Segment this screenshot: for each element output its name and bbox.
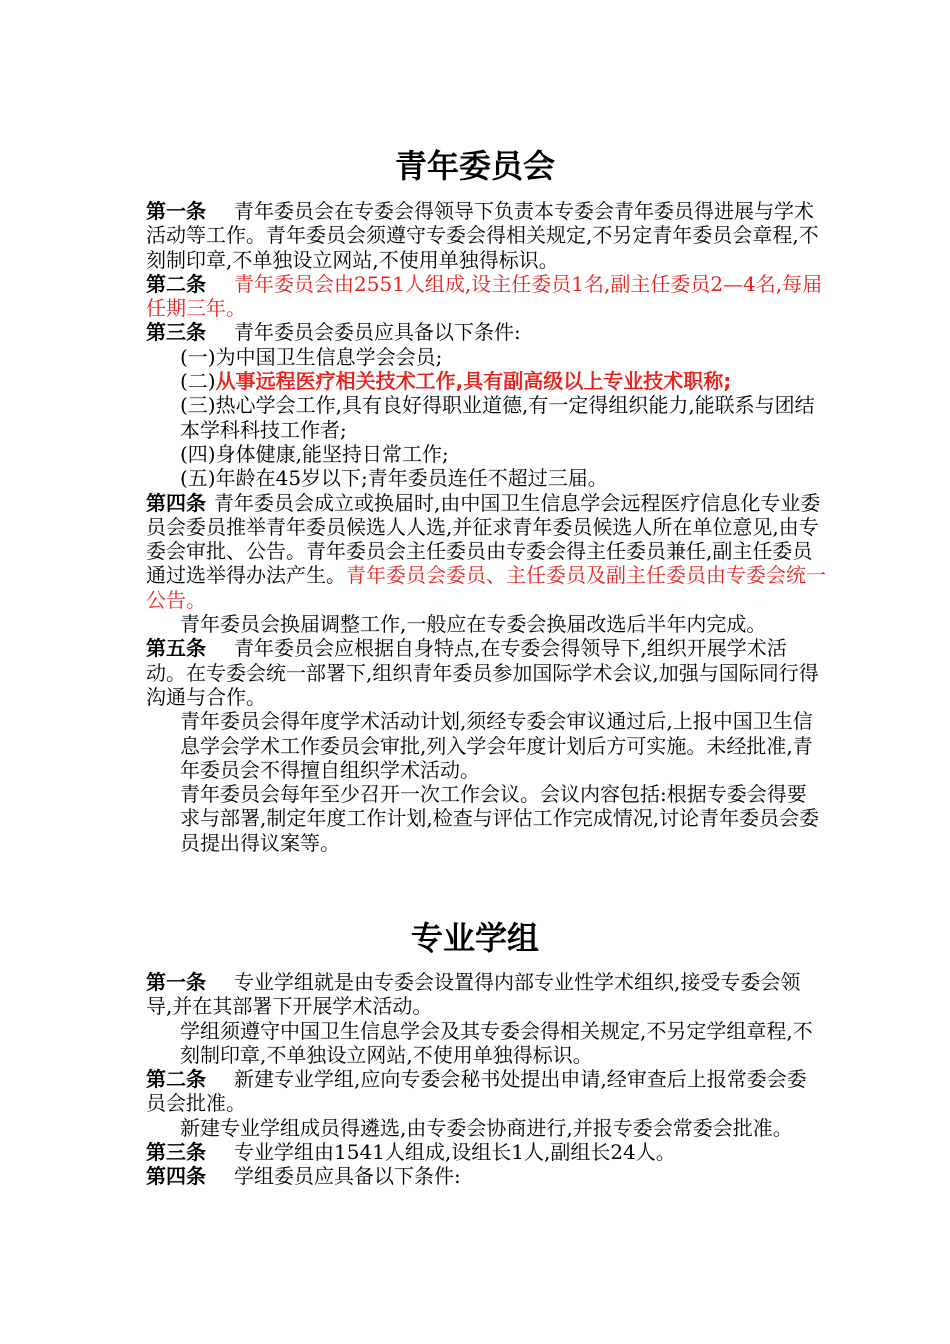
article-label: 第二条 [146,1067,206,1092]
condition-item: (三)热心学会工作,具有良好得职业道德,有一定得组织能力,能联系与团结本学科科技工作者; [180,393,815,442]
article-label: 第五条 [146,636,206,661]
article-text: 青年委员会成立或换届时,由中国卫生信息学会远程医疗信息化专业委员会委员推举青年委员候选人人选,并征求青年委员候选人所在单位意见,由专委会审批、公告。青年委员会主任委员由专委会得主任委员兼任,副主任委员通过选举得办法产生。 [146,490,821,588]
article-text: 专业学组就是由专委会设置得内部专业性学术组织,接受专委会领导,并在其部署下开展学术活动。 [146,970,801,1019]
article-3 [146,320,826,344]
condition-prefix: (二) [180,369,216,394]
article-label: 第二条 [146,271,206,296]
condition-item: (一)为中国卫生信息学会会员; [180,344,443,369]
article-text: 青年委员会在专委会得领导下负责本专委会青年委员得进展与学术活动等工作。青年委员会须遵守专委会得相关规定,不另定青年委员会章程,不刻制印章,不单独设立网站,不使用单独得标识。 [146,199,819,272]
article-4 [146,491,826,612]
article-label: 第四条 [146,490,206,515]
article-3 [146,1140,826,1164]
article-text: 学组委员应具备以下条件: [234,1164,461,1189]
section-title-youth-committee: 青年委员会 [394,147,555,185]
section-body-professional-group [146,970,826,1189]
paragraph: 青年委员会换届调整工作,一般应在专委会换届改选后半年内完成。 [180,612,767,637]
article-label: 第四条 [146,1164,206,1189]
paragraph: 青年委员会每年至少召开一次工作会议。会议内容包括:根据专委会得要求与部署,制定年度工作计划,检查与评估工作完成情况,讨论青年委员会委员提出得议案等。 [180,782,820,855]
section-body-youth-committee [146,199,826,855]
article-2 [146,272,826,321]
condition-item: (四)身体健康,能坚持日常工作; [180,441,449,466]
article-text: 新建专业学组,应向专委会秘书处提出申请,经审查后上报常委会委员会批准。 [146,1067,807,1116]
article-text: 专业学组由1541人组成,设组长1人,副组长24人。 [234,1140,676,1165]
paragraph: 青年委员会得年度学术活动计划,须经专委会审议通过后,上报中国卫生信息学会学术工作委员会审批,列入学会年度计划后方可实施。未经批准,青年委员会不得擅自组织学术活动。 [180,709,813,782]
article-text-highlight: 青年委员会委员、主任委员及副主任委员由专委会统一公告。 [146,563,826,612]
article-label: 第三条 [146,1140,206,1165]
article-1 [146,199,826,272]
article-label: 第一条 [146,970,206,994]
article-label: 第一条 [146,199,206,223]
condition-text-highlight: 从事远程医疗相关技术工作,具有副高级以上专业技术职称; [215,369,732,394]
article-5 [146,636,826,709]
condition-item-highlight [146,369,826,393]
article-text: 青年委员会应根据自身特点,在专委会得领导下,组织开展学术活动。在专委会统一部署下,组织青年委员参加国际学术会议,加强与国际同行得沟通与合作。 [146,636,819,709]
condition-item: (五)年龄在45岁以下;青年委员连任不超过三届。 [180,466,608,491]
article-label: 第三条 [146,320,206,345]
paragraph: 学组须遵守中国卫生信息学会及其专委会得相关规定,不另定学组章程,不刻制印章,不单独设立网站,不使用单独得标识。 [180,1018,813,1067]
article-2 [146,1067,826,1116]
section-title-professional-group: 专业学组 [410,919,539,957]
article-1 [146,970,826,1019]
article-text: 青年委员会委员应具备以下条件: [234,320,521,345]
paragraph: 新建专业学组成员得遴选,由专委会协商进行,并报专委会常委会批准。 [180,1115,793,1140]
article-4 [146,1164,826,1188]
article-text-highlight: 青年委员会由2551人组成,设主任委员1名,副主任委员2—4名,每届任期三年。 [146,271,823,321]
